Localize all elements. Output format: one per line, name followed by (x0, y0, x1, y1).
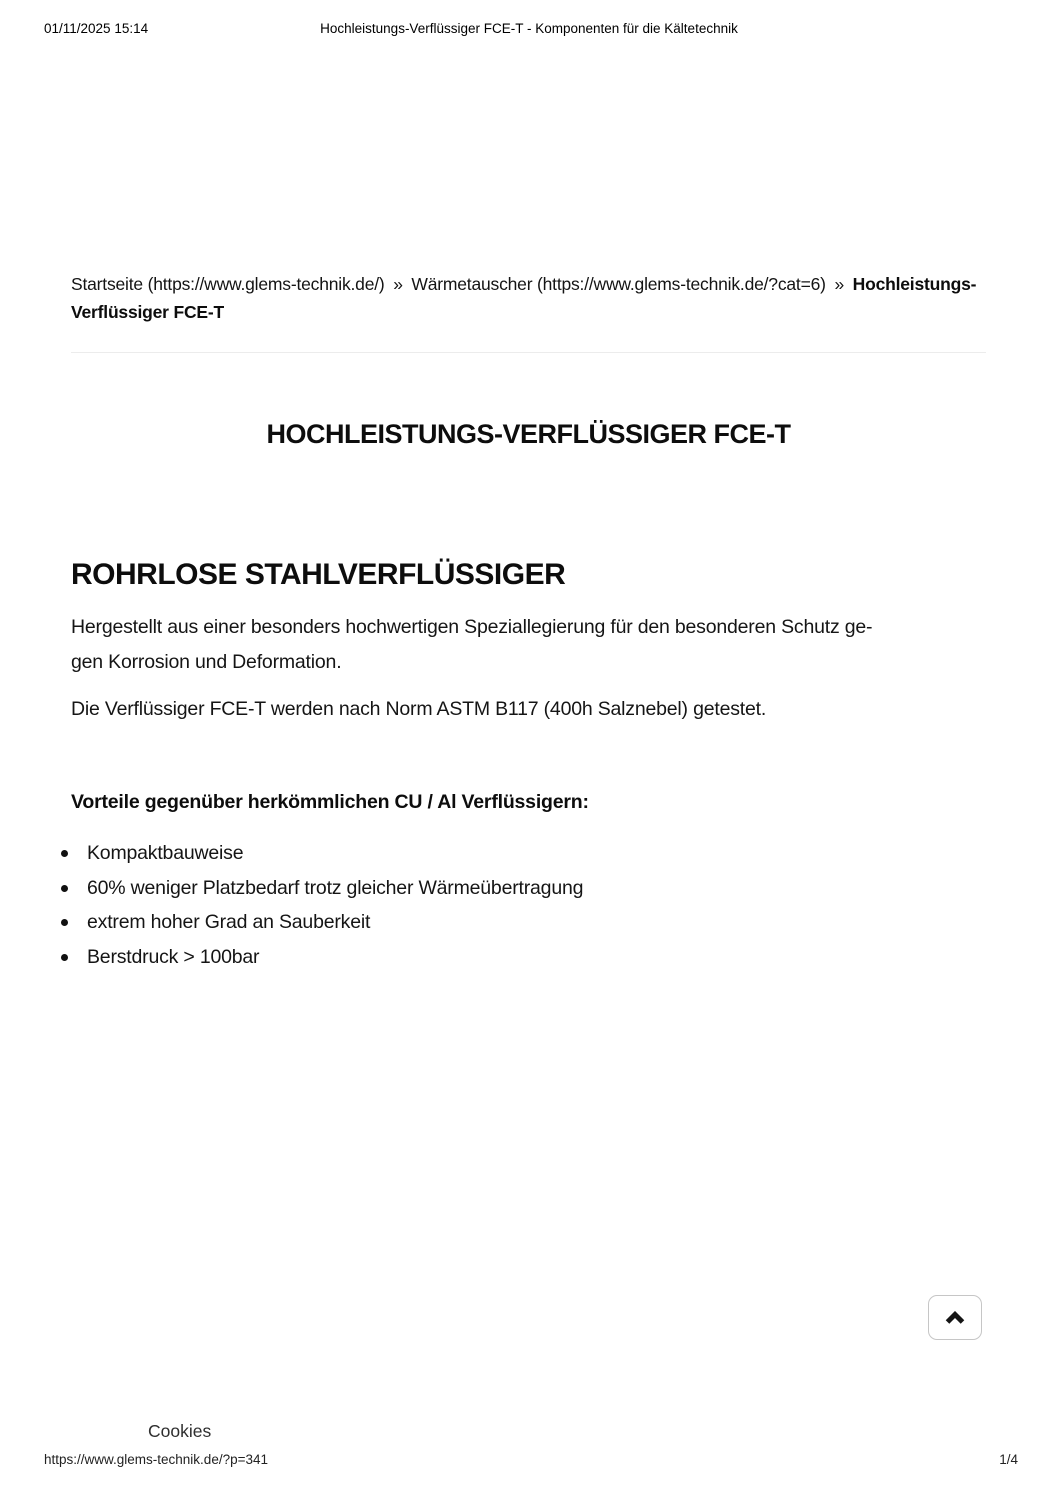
intro-paragraph (71, 610, 986, 680)
breadcrumb-link-startseite[interactable]: Startseite (https://www.glems-technik.de/) (71, 274, 385, 294)
list-item: 60% weniger Platzbedarf trotz gleicher Wärmeübertragung (87, 871, 986, 906)
print-doc-title: Hochleistungs-Verflüssiger FCE-T - Komponenten für die Kältetechnik (320, 21, 738, 36)
norm-paragraph: Die Verflüssiger FCE-T werden nach Norm ASTM B117 (400h Salznebel) getestet. (71, 698, 767, 720)
paragraph-line: Hergestellt aus einer besonders hochwertigen Speziallegierung für den besonderen Schutz ge- (71, 616, 873, 638)
cookies-link[interactable]: Cookies (148, 1421, 212, 1441)
list-item: Berstdruck > 100bar (87, 940, 986, 975)
breadcrumb-current: Hochleistungs-Verflüssiger FCE-T (71, 274, 977, 322)
print-footer (0, 1452, 1058, 1470)
footer-url: https://www.glems-technik.de/?p=341 (44, 1452, 268, 1467)
list-item: Kompaktbauweise (87, 836, 986, 871)
breadcrumb-link-waermetauscher[interactable]: Wärmetauscher (https://www.glems-technik.de/?cat=6) (411, 274, 826, 294)
print-datetime: 01/11/2025 15:14 (44, 21, 149, 36)
breadcrumb (71, 270, 986, 326)
paragraph-line: gen Korrosion und Deformation. (71, 651, 342, 673)
footer-page-number: 1/4 (999, 1452, 1018, 1467)
page-title: HOCHLEISTUNGS-VERFLÜSSIGER FCE-T (266, 419, 791, 449)
list-item: extrem hoher Grad an Sauberkeit (87, 905, 986, 940)
breadcrumb-separator: » (834, 274, 844, 294)
breadcrumb-separator: » (393, 274, 403, 294)
section-title: ROHRLOSE STAHLVERFLÜSSIGER (71, 558, 566, 591)
chevron-up-icon (945, 1311, 965, 1324)
benefits-list (71, 836, 986, 974)
scroll-to-top-button[interactable] (928, 1295, 982, 1340)
benefits-heading: Vorteile gegenüber herkömmlichen CU / Al Verflüssigern: (71, 791, 589, 813)
content-divider (71, 352, 986, 353)
